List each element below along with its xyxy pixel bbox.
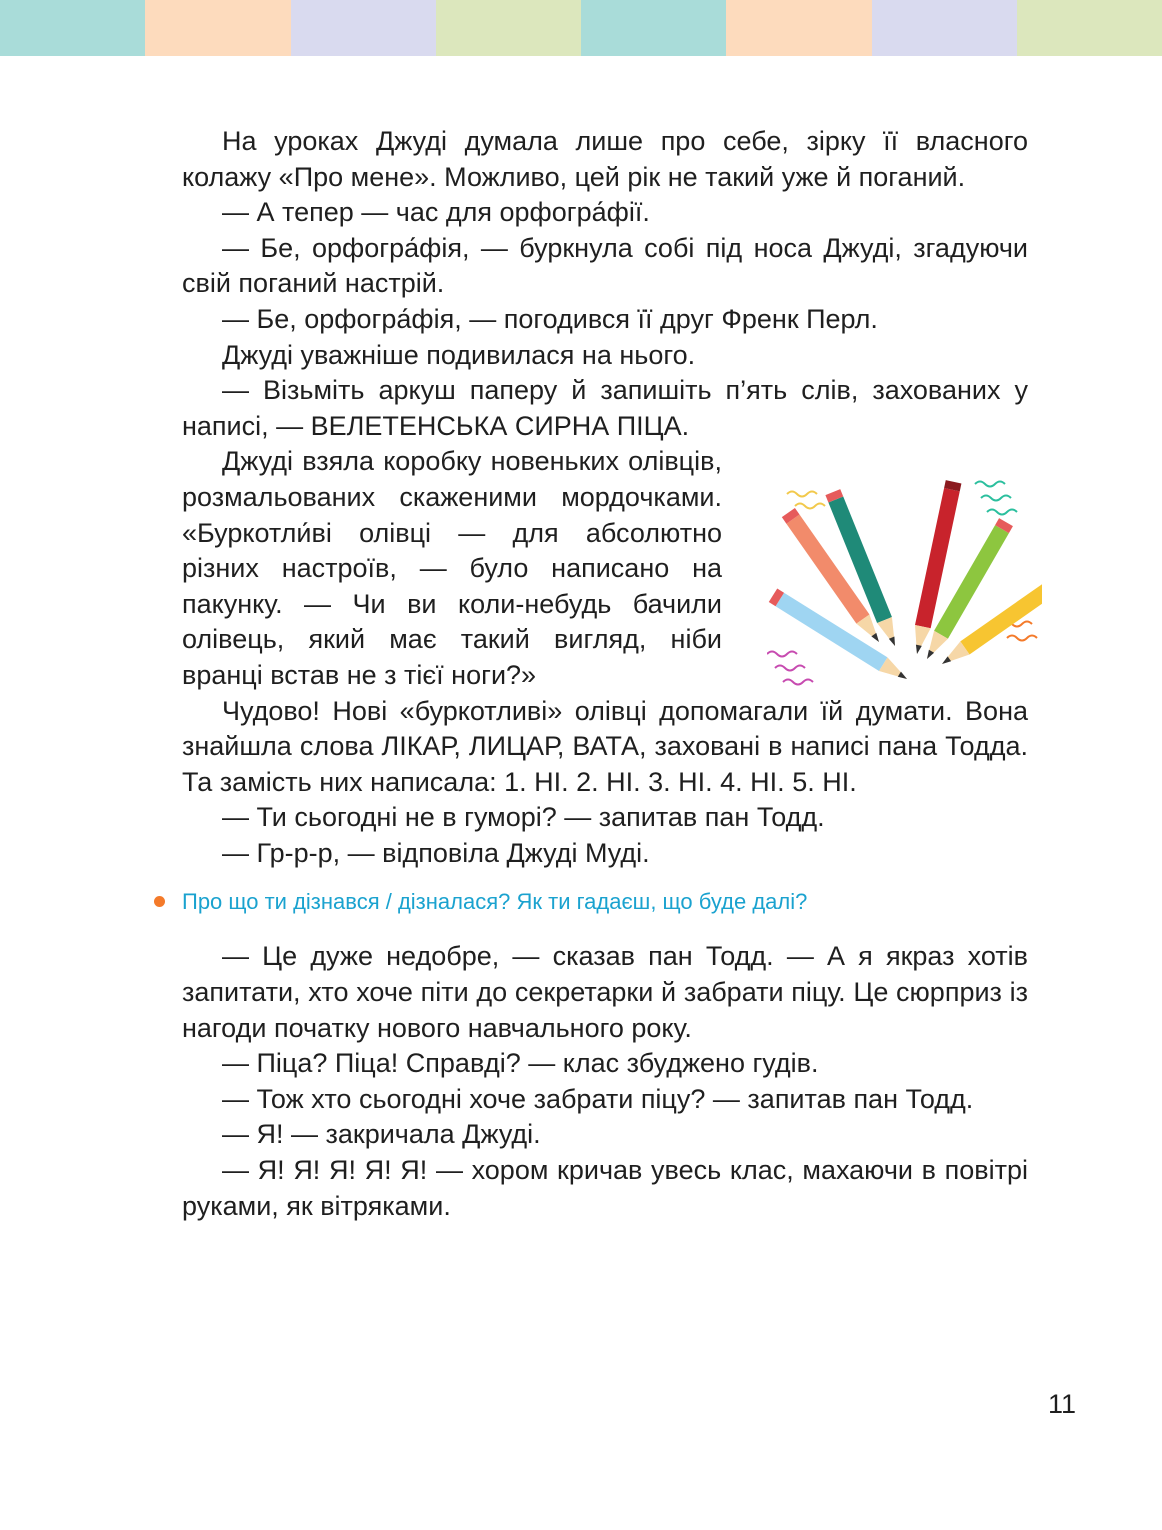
question-text: Про що ти дізнався / дізналася? Як ти гадаєш, що буде далі?	[182, 889, 808, 915]
pencils-section	[182, 444, 1028, 693]
squiggle-icon	[767, 652, 813, 685]
paragraph: — А тепер — час для орфогра́фії.	[222, 197, 650, 228]
story-text	[182, 124, 1028, 1224]
paragraph: — Це дуже недобре, — сказав пан Тодд. — А я якраз хотів запитати, хто хоче піти до секретарки й забрати піцу. Це сюрприз із нагоди початку нового навчального року.	[182, 941, 1028, 1043]
header-stripe	[581, 0, 726, 56]
paragraph: — Ти сьогодні не в гуморі? — запитав пан Тодд.	[222, 802, 825, 833]
paragraph: — Піца? Піца! Справді? — клас збуджено гудів.	[222, 1048, 819, 1079]
header-stripe	[291, 0, 436, 56]
paragraph: На уроках Джуді думала лише про себе, зірку її власного колажу «Про мене». Можливо, цей рік не такий уже й поганий.	[182, 126, 1028, 192]
paragraph: — Тож хто сьогодні хоче забрати піцу? — запитав пан Тодд.	[222, 1083, 974, 1114]
paragraph: — Я! — закричала Джуді.	[222, 1119, 541, 1150]
paragraph: — Візьміть аркуш паперу й запишіть п’ять слів, захованих у написі, — ВЕЛЕТЕНСЬКА СИРНА ПІЦА.	[182, 375, 1028, 441]
paragraph: — Бе, орфогра́фія, — погодився її друг Френк Перл.	[222, 303, 878, 334]
header-stripe	[0, 0, 145, 56]
bullet-icon	[154, 896, 165, 907]
paragraph: — Я! Я! Я! Я! Я! — хором кричав увесь клас, махаючи в повітрі руками, як вітряками.	[182, 1155, 1028, 1221]
grumpy-pencils-illustration	[767, 464, 1042, 704]
squiggle-icon	[975, 482, 1017, 515]
comprehension-question	[182, 885, 1028, 919]
header-stripe	[872, 0, 1017, 56]
header-stripe	[1017, 0, 1162, 56]
paragraph: Чудово! Нові «буркотливі» олівці допомагали їй думати. Вона знайшла слова ЛІКАР, ЛИЦАР, ВАТА, заховані в написі пана Тодда. Та замість них написала: 1. НІ. 2. НІ. 3. НІ. 4. НІ. 5. НІ.	[182, 695, 1028, 797]
paragraph: — Гр-р-р, — відповіла Джуді Муді.	[222, 837, 650, 868]
header-color-bar	[0, 0, 1162, 56]
squiggle-icon	[787, 492, 825, 509]
header-stripe	[436, 0, 581, 56]
paragraph: Джуді взяла коробку новеньких олівців, розмальованих скаженими мордочками. «Буркотли́ві олівці — для абсолютно різних настроїв, — було написано на пакунку. — Чи ви коли-небудь бачили олівець, який має такий вигляд, ніби вранці встав не з тієї ноги?»	[182, 446, 722, 690]
paragraph: Джуді уважніше подивилася на нього.	[222, 339, 696, 370]
page-number: 11	[1048, 1389, 1077, 1419]
header-stripe	[145, 0, 290, 56]
paragraph: — Бе, орфогра́фія, — буркнула собі під носа Джуді, згадуючи свій поганий настрій.	[182, 232, 1028, 299]
header-stripe	[726, 0, 871, 56]
